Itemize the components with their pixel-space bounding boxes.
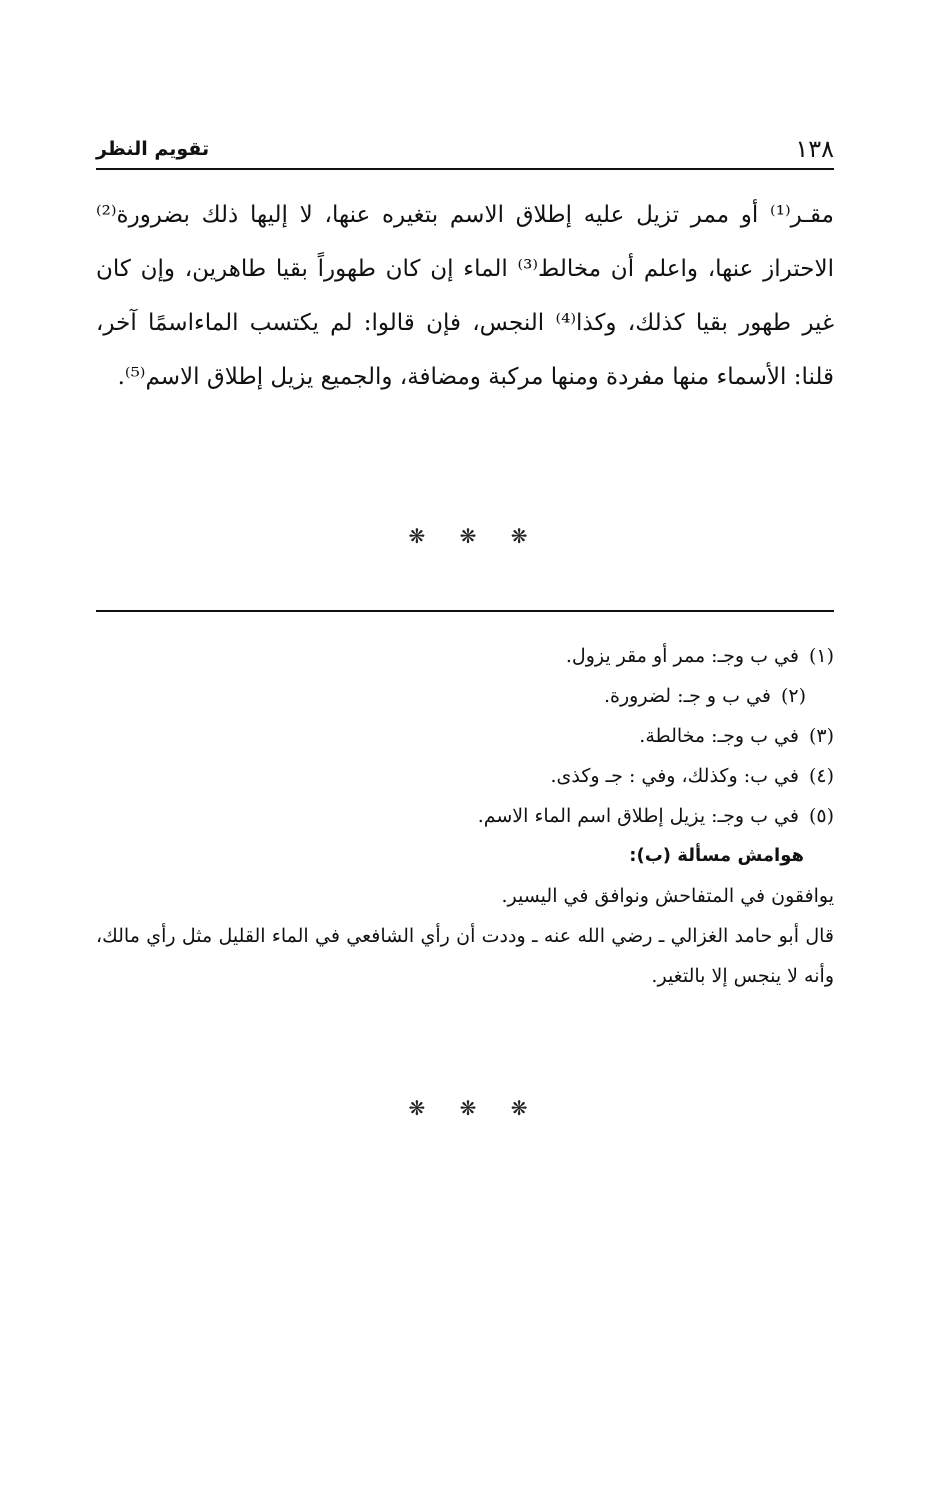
footnote-text: في ب و جـ: لضرورة. bbox=[603, 685, 771, 707]
footnote-divider bbox=[96, 610, 834, 612]
footnote-5 bbox=[96, 796, 834, 836]
page-header bbox=[96, 128, 834, 170]
page-number: ١٣٨ bbox=[795, 135, 834, 163]
footnote-number: (٤) bbox=[808, 765, 834, 787]
appendix-line-1: يوافقون في المتفاحش ونوافق في اليسير. bbox=[501, 885, 834, 907]
footnote-1 bbox=[96, 636, 834, 676]
main-text bbox=[96, 188, 834, 404]
appendix-title: هوامش مسألة (ب): bbox=[629, 845, 804, 866]
footnote-2 bbox=[96, 676, 834, 716]
footnote-number: (٥) bbox=[808, 805, 834, 827]
footnote-number: (١) bbox=[808, 645, 834, 667]
footnote-text: في ب وجـ: يزيل إطلاق اسم الماء الاسم. bbox=[477, 805, 799, 827]
running-title: تقويم النظر bbox=[96, 138, 210, 160]
footnote-number: (٢) bbox=[780, 685, 806, 707]
footnotes bbox=[96, 636, 834, 996]
body-paragraph: مقـر⁽¹⁾ أو ممر تزيل عليه إطلاق الاسم بتغيره عنها، لا إليها ذلك بضرورة⁽²⁾ الاحتراز عنها، واعلم أن مخالط⁽³⁾ الماء إن كان طهوراً بقيا طاهرين، وإن كان غير طهور بقيا كذلك، وكذا⁽⁴⁾ النجس، فإن قالوا: لم يكتسب الماءاسمًا آخر، قلنا: الأسماء منها مفردة ومنها مركبة ومضافة، والجميع يزيل إطلاق الاسم⁽⁵⁾. bbox=[96, 202, 834, 390]
footnote-text: في ب: وكذلك، وفي : جـ وكذى. bbox=[550, 765, 799, 787]
footnote-4 bbox=[96, 756, 834, 796]
appendix-line-2: قال أبو حامد الغزالي ـ رضي الله عنه ـ وددت أن رأي الشافعي في الماء القليل مثل رأي مالك، وأنه لا ينجس إلا بالتغير. bbox=[96, 925, 834, 987]
section-ornament-2: ❋ ❋ ❋ bbox=[408, 1096, 542, 1120]
section-ornament-1: ❋ ❋ ❋ bbox=[408, 524, 542, 548]
footnote-number: (٣) bbox=[808, 725, 834, 747]
footnote-3 bbox=[96, 716, 834, 756]
footnote-text: في ب وجـ: ممر أو مقر يزول. bbox=[565, 645, 799, 667]
footnote-text: في ب وجـ: مخالطة. bbox=[639, 725, 799, 747]
